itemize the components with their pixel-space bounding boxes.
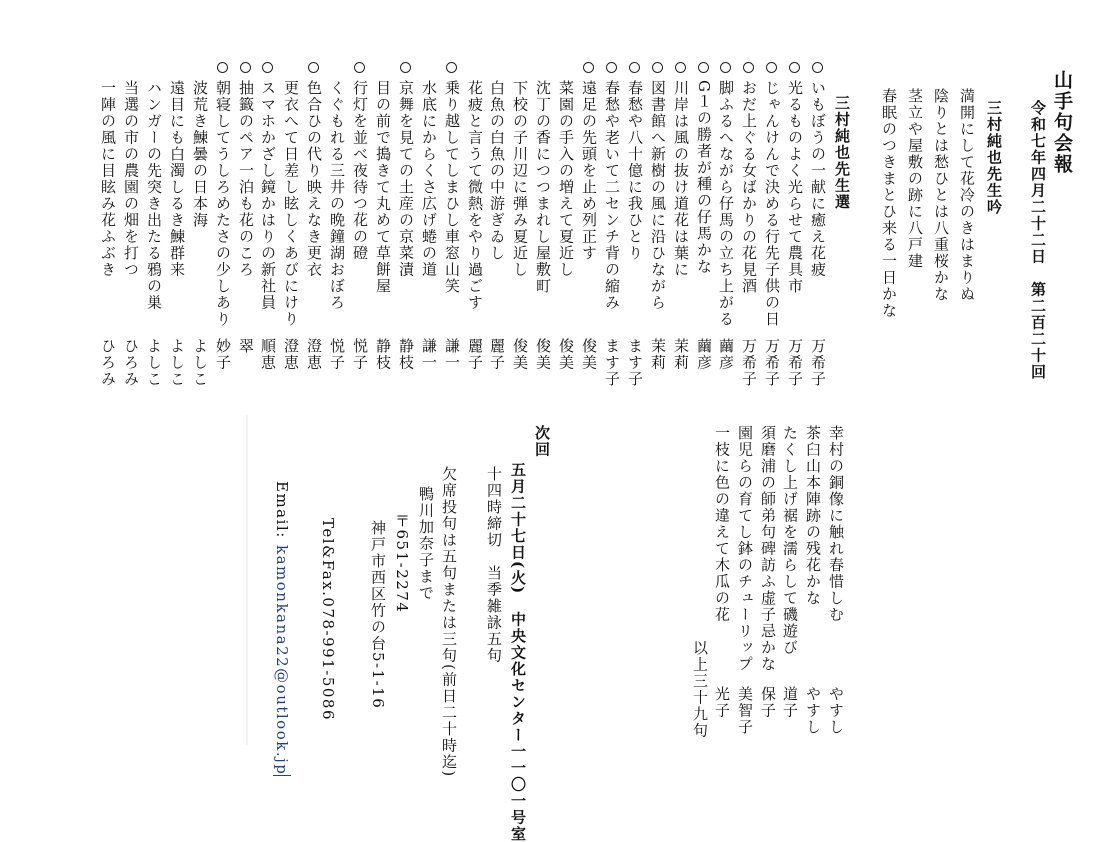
selection-mark-circle	[743, 62, 754, 73]
selection-poem: 抽籤のペア一泊も花のころ	[237, 80, 255, 278]
newsletter-title: 山手句会報	[1051, 70, 1073, 175]
email-link[interactable]: kamonkana22@outlook.jp	[273, 545, 291, 776]
selection-mark-circle	[675, 62, 686, 73]
selection-poem: 更衣へて日差し眩しくあびにけり	[282, 80, 300, 328]
extra-poem: 幸村の銅像に触れ春惜しむ	[827, 425, 845, 623]
total-count: 以上三十九句	[691, 640, 709, 739]
selection-author: 謙一	[420, 338, 438, 371]
selection-author: 万希子	[740, 338, 758, 388]
selection-poem: 一陣の風に目眩み花ふぶき	[99, 80, 117, 278]
next-label: 次回	[533, 425, 551, 458]
selection-author: 澄恵	[305, 338, 323, 371]
selection-author: 翠	[237, 338, 255, 355]
selection-poem: おだ上ぐる女ばかりの花見酒	[740, 80, 758, 295]
selection-author: 万希子	[809, 338, 827, 388]
extra-poem: 園児らの育てし鉢のチューリップ	[736, 425, 754, 673]
selection-author: 悦子	[351, 338, 369, 371]
selection-author: 妙子	[214, 338, 232, 371]
selection-author: 俊美	[580, 338, 598, 371]
selection-author: 麗子	[488, 338, 506, 371]
tel-fax: Tel&Fax.078-991-5086	[319, 518, 337, 721]
selection-poem: いもぼうの一献に癒え花疲	[809, 80, 827, 278]
selection-author: ます子	[603, 338, 621, 388]
selection-poem: 乗り越してしまひし車窓山笑	[443, 80, 461, 295]
sensei-poem: 春眠のつきまとひ来る一日かな	[880, 88, 898, 319]
selection-poem: 朝寝してうしろめたさの少しあり	[214, 80, 232, 328]
selection-mark-circle	[720, 62, 731, 73]
extra-author: 保子	[759, 686, 777, 719]
selection-mark-circle	[308, 62, 319, 73]
selection-poem: 当選の市の農園の畑を打つ	[122, 80, 140, 278]
email-label: Email:	[273, 481, 291, 539]
selection-author: よしこ	[191, 338, 209, 388]
selection-author: 順恵	[259, 338, 277, 371]
selection-author: 茉莉	[672, 338, 690, 371]
deadline: 十四時締切 当季雑詠五句	[485, 466, 503, 664]
selection-mark-circle	[766, 62, 777, 73]
selection-mark-circle	[812, 62, 823, 73]
selection-poem: 光るものよく光らせて農具市	[786, 80, 804, 295]
selection-poem: 遠足の先頭を止め列正す	[580, 80, 598, 262]
selection-author: 静枝	[397, 338, 415, 371]
selection-mark-circle	[240, 62, 251, 73]
extra-author: 光子	[713, 686, 731, 719]
extra-poem: 須磨浦の師弟句碑訪ふ虚子忌かな	[759, 425, 777, 673]
selection-poem: 春愁や八十億に我ひとり	[626, 80, 644, 262]
fold-line	[246, 415, 248, 745]
selection-poem: くぐもれる三井の晩鐘湖おぼろ	[328, 80, 346, 311]
extra-author: やすし	[827, 686, 845, 736]
selection-mark-circle	[629, 62, 640, 73]
selection-poem: 図書館へ新樹の風に沿ひながら	[649, 80, 667, 311]
selection-author: よしこ	[168, 338, 186, 388]
selection-author: 悦子	[328, 338, 346, 371]
selection-poem: 花疲と言うて微熱をやり過ごす	[466, 80, 484, 311]
selection-author: 繭彦	[717, 338, 735, 371]
extra-author: 美智子	[736, 686, 754, 736]
selection-author: よしこ	[145, 338, 163, 388]
email-row	[274, 481, 289, 776]
selection-mark-circle	[583, 62, 594, 73]
selection-mark-circle	[789, 62, 800, 73]
selection-author: 俊美	[511, 338, 529, 371]
selection-poem: スマホかざし鏡かはりの新社員	[259, 80, 277, 311]
selection-mark-circle	[652, 62, 663, 73]
selection-mark-circle	[446, 62, 457, 73]
sensei-poem: 陰りとは愁ひとは八重桜かな	[932, 88, 950, 303]
selection-author: 麗子	[466, 338, 484, 371]
selection-poem: 京舞を見ての土産の京菜漬	[397, 80, 415, 278]
selection-author: ひろみ	[122, 338, 140, 388]
selection-poem: 菜園の手入の増えて夏近し	[557, 80, 575, 278]
selection-poem: 水底にからくさ広げ蜷の道	[420, 80, 438, 278]
selection-author: ます子	[626, 338, 644, 388]
selection-author: 俊美	[557, 338, 575, 371]
selection-poem: 下校の子川辺に弾み夏近し	[511, 80, 529, 278]
selection-poem: じゃんけんで決める行先子供の日	[763, 80, 781, 328]
absentee-note: 欠席投句は五句または三句(前日二十時迄)	[440, 466, 458, 778]
selection-poem: ハンガーの先突き出たる鴉の巣	[145, 80, 163, 311]
selection-poem: G１の勝者が種の仔馬かな	[695, 80, 713, 275]
selection-author: 繭彦	[695, 338, 713, 371]
selection-poem: 白魚の白魚の中游ぎゐし	[488, 80, 506, 262]
selection-author: 静枝	[374, 338, 392, 371]
selection-heading: 三村純也先生選	[833, 95, 851, 211]
selection-mark-circle	[606, 62, 617, 73]
selection-author: ひろみ	[99, 338, 117, 388]
selection-poem: 沈丁の香につつまれし屋敷町	[534, 80, 552, 295]
send-to: 鴨川加奈子まで	[417, 486, 435, 602]
postal-code: 〒651‐2274	[393, 513, 411, 614]
sensei-poems-heading: 三村純也先生吟	[985, 100, 1003, 216]
selection-author: 謙一	[443, 338, 461, 371]
selection-mark-circle	[698, 62, 709, 73]
selection-author: 万希子	[786, 338, 804, 388]
extra-poem: たくし上げ裾を濡らして磯遊び	[781, 425, 799, 656]
selection-author: 茉莉	[649, 338, 667, 371]
next-date-venue: 五月二十七日(火) 中央文化センター一一〇一号室	[509, 462, 527, 842]
selection-poem: 春愁や老いて二センチ背の縮み	[603, 80, 621, 311]
selection-poem: 目の前で搗きて丸めて草餅屋	[374, 80, 392, 295]
selection-poem: 川岸は風の抜け道花は葉に	[672, 80, 690, 278]
extra-author: やすし	[804, 686, 822, 736]
sensei-poem: 満開にして花冷のきはまりぬ	[958, 88, 976, 303]
selection-author: 万希子	[763, 338, 781, 388]
selection-author: 澄恵	[282, 338, 300, 371]
selection-mark-circle	[400, 62, 411, 73]
selection-poem: 色合ひの代り映えなき更衣	[305, 80, 323, 278]
address: 神戸市西区竹の台5-1-16	[369, 520, 387, 710]
selection-poem: 行灯を並べ夜待つ花の磴	[351, 80, 369, 262]
selection-poem: 脚ふるへながら仔馬の立ち上がる	[717, 80, 735, 328]
extra-poem: 茶臼山本陣跡の残花かな	[804, 425, 822, 607]
extra-poem: 一枝に色の違えて木瓜の花	[713, 425, 731, 623]
selection-poem: 波荒き鰊曇の日本海	[191, 80, 209, 229]
selection-poem: 遠目にも白濁しるき鰊群来	[168, 80, 186, 278]
selection-author: 俊美	[534, 338, 552, 371]
selection-mark-circle	[217, 62, 228, 73]
selection-mark-circle	[262, 62, 273, 73]
extra-author: 道子	[781, 686, 799, 719]
issue-date: 令和七年四月二十二日 第二百二十回	[1029, 100, 1047, 381]
sensei-poem: 茎立や屋敷の跡に八戸建	[906, 88, 924, 270]
selection-mark-circle	[354, 62, 365, 73]
